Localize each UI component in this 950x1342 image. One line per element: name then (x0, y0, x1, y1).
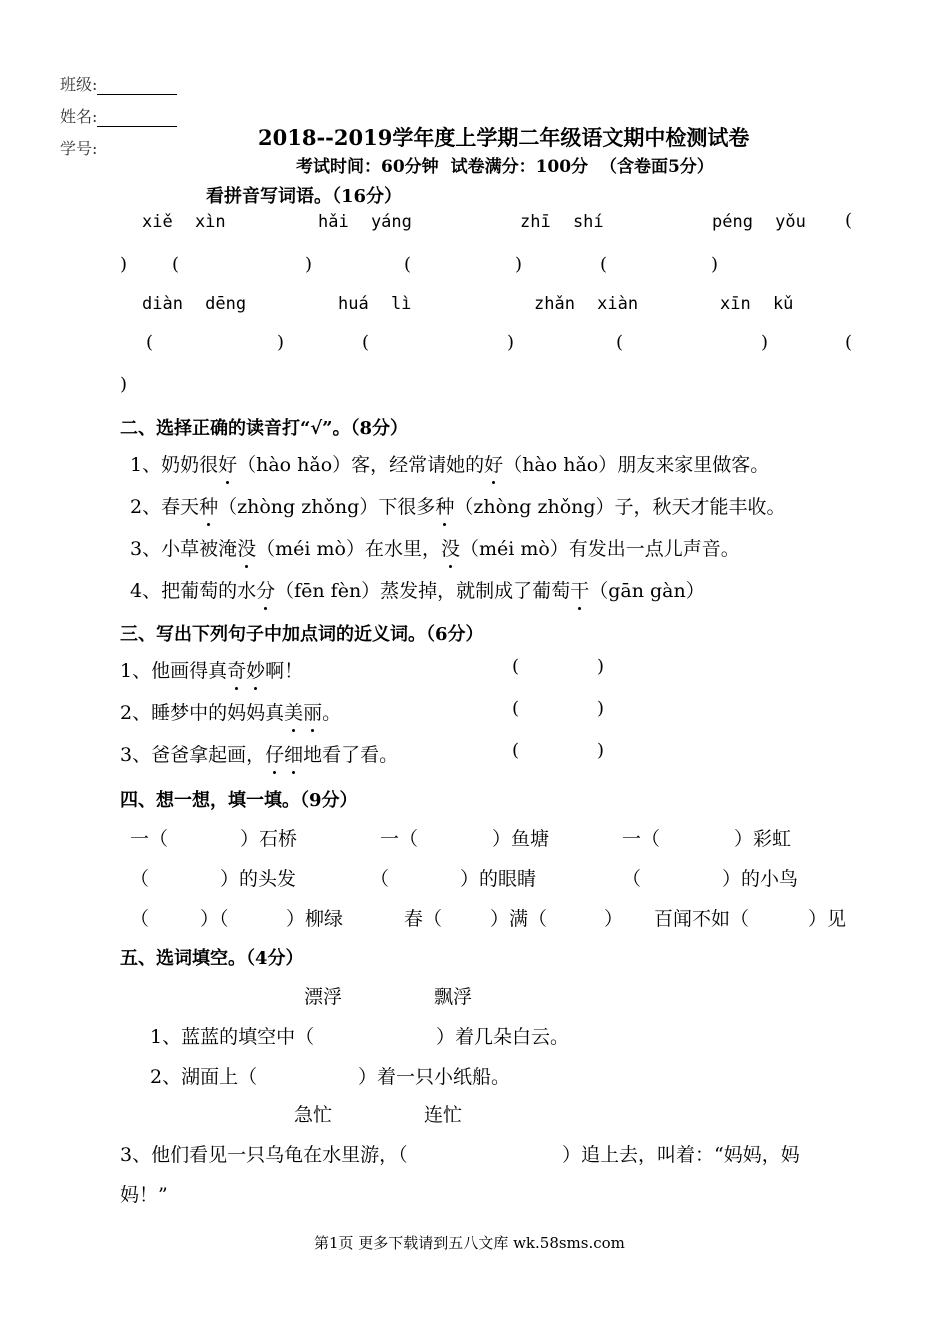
s3-blank-3[interactable]: ( ) (512, 740, 605, 761)
page-footer: 第1页 更多下载请到五八文库 wk.58sms.com (314, 1234, 625, 1252)
s4-r1-c: 一（ (380, 828, 419, 850)
class-field (60, 72, 177, 95)
s4-r3-d: 春（ (404, 908, 443, 930)
s2-q4: 4、把葡萄的水分（fēn fèn）蒸发掉，就制成了葡萄干（gān gàn） (130, 576, 705, 603)
pinyin-3: zhī shí (520, 212, 604, 232)
s5-q1-b: ）着几朵白云。 (436, 1026, 570, 1048)
class-blank[interactable] (97, 80, 177, 95)
s2-q3: 3、小草被淹没（méi mò）在水里，没（méi mò）有发出一点儿声音。 (130, 534, 740, 561)
s4-r3-e: ）满（ (490, 908, 548, 930)
pinyin-6: huá lì (338, 294, 412, 314)
pinyin-7: zhǎn xiàn (534, 294, 639, 314)
name-field (60, 104, 177, 127)
pinyin-5: diàn dēng (142, 294, 247, 314)
s5-q2-a: 2、湖面上（ (150, 1066, 258, 1088)
s4-r3-c: ）柳绿 (286, 908, 344, 930)
class-label: 班级: (60, 75, 98, 94)
s4-r3-f: ） (604, 908, 624, 930)
s4-r2-d: ）的眼睛 (460, 868, 537, 890)
blank-open: ( (845, 210, 853, 231)
s4-r2-c: （ (370, 868, 390, 890)
page-subtitle: 考试时间：60分钟 试卷满分：100分 （含卷面5分） (296, 157, 714, 177)
blank-7-open: ( (845, 332, 853, 353)
blank-5[interactable]: ( ) (362, 332, 515, 353)
s4-r2-f: ）的小鸟 (722, 868, 799, 890)
word-option-3: 急忙 (294, 1104, 333, 1126)
s3-q1: 1、他画得真奇妙啊！ (120, 656, 303, 683)
blank-close: ) (120, 254, 128, 275)
s5-q3-b: ）追上去，叫着：“妈妈，妈 (562, 1144, 800, 1166)
s4-r3-h: ）见 (808, 908, 847, 930)
s5-q1-a: 1、蓝蓝的填空中（ (150, 1026, 315, 1048)
s4-r1-f: ）彩虹 (734, 828, 792, 850)
blank-2[interactable]: ( ) (404, 254, 523, 275)
word-option-4: 连忙 (424, 1104, 463, 1126)
blank-7-close: ) (120, 374, 128, 395)
s4-r3-a: （ (130, 908, 150, 930)
s2-q1: 1、奶奶很好（hào hǎo）客，经常请她的好（hào hǎo）朋友来家里做客。 (130, 450, 769, 477)
s2-q2: 2、春天种（zhòng zhǒng）下很多种（zhòng zhǒng）子，秋天才能丰收。 (130, 492, 786, 519)
id-field (60, 136, 97, 159)
section4-header: 四、想一想，填一填。（9分） (120, 790, 358, 811)
s4-r2-b: ）的头发 (220, 868, 297, 890)
s4-r1-e: 一（ (622, 828, 661, 850)
section3-header: 三、写出下列句子中加点词的近义词。（6分） (120, 624, 484, 645)
pinyin-2: hǎi yáng (318, 212, 412, 232)
s4-r1-b: ）石桥 (240, 828, 298, 850)
blank-1[interactable]: ( ) (172, 254, 313, 275)
s5-q3-c: 妈！” (120, 1184, 168, 1206)
word-option-2: 飘浮 (434, 986, 473, 1008)
page-title: 2018--2019学年度上学期二年级语文期中检测试卷 (258, 125, 750, 150)
s3-q3: 3、爸爸拿起画，仔细地看了看。 (120, 740, 398, 767)
section1-header-text: 看拼音写词语。（16分） (206, 186, 403, 207)
section2-header: 二、选择正确的读音打“√”。（8分） (120, 418, 409, 439)
word-option-1: 漂浮 (304, 986, 343, 1008)
pinyin-1: xiě xìn (142, 212, 226, 232)
name-label: 姓名: (60, 107, 98, 126)
id-label: 学号: (60, 139, 98, 158)
blank-3[interactable]: ( ) (600, 254, 719, 275)
s4-r3-b: ）（ (200, 908, 229, 930)
s5-q2-b: ）着一只小纸船。 (358, 1066, 511, 1088)
s3-q2: 2、睡梦中的妈妈真美丽。 (120, 698, 341, 725)
s4-r1-d: ）鱼塘 (492, 828, 550, 850)
s3-blank-1[interactable]: ( ) (512, 656, 605, 677)
blank-4[interactable]: ( ) (146, 332, 285, 353)
s5-q3-a: 3、他们看见一只乌龟在水里游，（ (120, 1144, 408, 1166)
name-blank[interactable] (97, 112, 177, 127)
s3-blank-2[interactable]: ( ) (512, 698, 605, 719)
s4-r1-a: 一（ (130, 828, 169, 850)
section1-header (206, 182, 402, 208)
s4-r3-g: 百闻不如（ (654, 908, 750, 930)
s4-r2-a: （ (130, 868, 150, 890)
section5-header: 五、选词填空。（4分） (120, 948, 304, 969)
pinyin-4: péng yǒu (712, 212, 806, 232)
pinyin-8: xīn kǔ (720, 294, 794, 314)
blank-6[interactable]: ( ) (616, 332, 769, 353)
s4-r2-e: （ (622, 868, 642, 890)
